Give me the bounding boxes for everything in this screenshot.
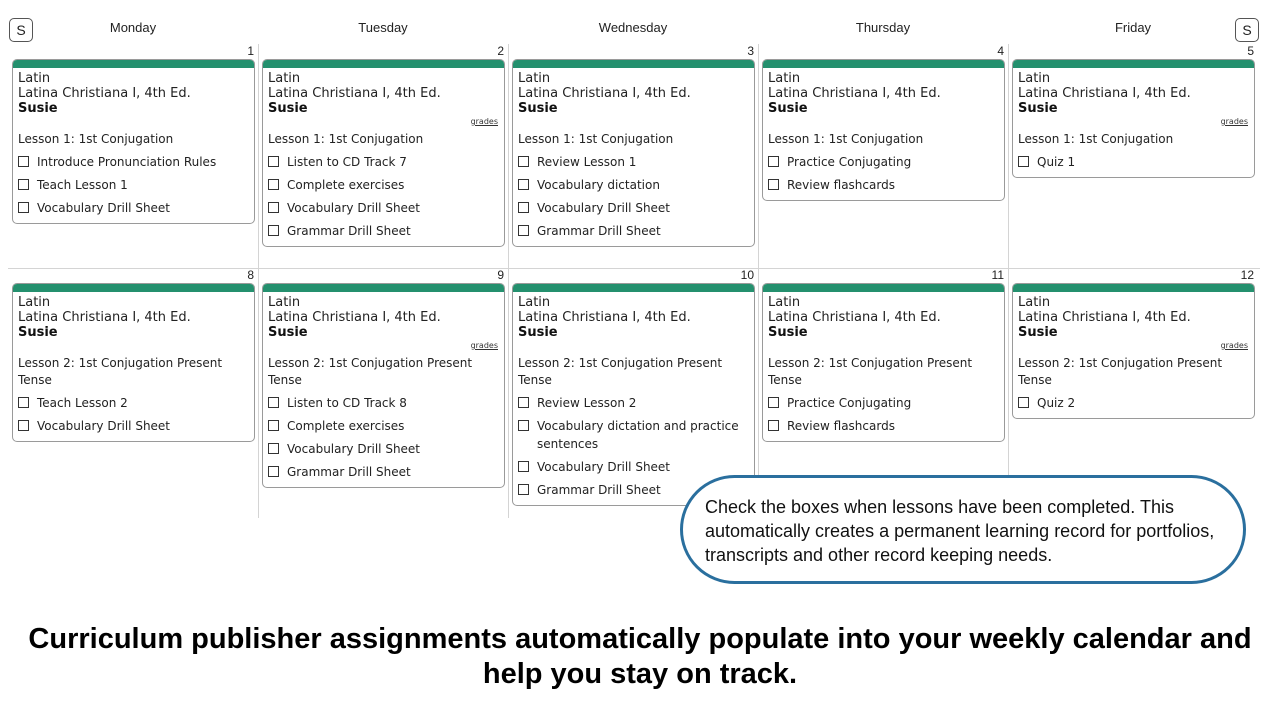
task-label: Vocabulary Drill Sheet (287, 442, 421, 456)
date-number: 12 (1240, 268, 1254, 282)
task-item[interactable] (268, 440, 499, 458)
course-name: Latina Christiana I, 4th Ed. (768, 86, 941, 101)
task-item[interactable] (18, 176, 249, 194)
task-item[interactable] (18, 417, 249, 435)
task-item[interactable] (768, 417, 999, 435)
day-header-tuesday: Tuesday (358, 20, 408, 35)
day-header-wednesday: Wednesday (598, 20, 668, 35)
task-item[interactable] (18, 394, 249, 412)
task-label: Vocabulary Drill Sheet (37, 201, 171, 215)
grades-link[interactable]: grades (1220, 341, 1248, 350)
grades-link[interactable]: grades (1220, 117, 1248, 126)
assignment-card[interactable] (512, 283, 755, 506)
task-item[interactable] (768, 176, 999, 194)
lesson-title: Lesson 1: 1st Conjugation (268, 132, 424, 146)
assignment-card[interactable] (762, 283, 1005, 442)
task-item[interactable] (1018, 153, 1249, 171)
task-item[interactable] (268, 394, 499, 412)
subject-name: Latin (18, 71, 51, 86)
date-number: 3 (747, 44, 754, 58)
day-cell (508, 268, 758, 497)
day-cell (758, 268, 1008, 492)
info-callout (680, 475, 1246, 584)
task-checkbox[interactable] (268, 466, 279, 477)
task-label: Vocabulary Drill Sheet (537, 201, 671, 215)
course-name: Latina Christiana I, 4th Ed. (268, 310, 441, 325)
task-item[interactable] (1018, 394, 1249, 412)
day-cell (1008, 268, 1258, 492)
task-checkbox[interactable] (518, 484, 529, 495)
date-number: 10 (740, 268, 754, 282)
assignment-card[interactable] (512, 59, 755, 247)
student-name: Susie (1018, 101, 1058, 116)
course-name: Latina Christiana I, 4th Ed. (18, 310, 191, 325)
subject-color-bar (13, 284, 254, 292)
lesson-title: Lesson 1: 1st Conjugation (18, 132, 174, 146)
task-checkbox[interactable] (18, 420, 29, 431)
card-body (513, 292, 754, 505)
student-name: Susie (768, 325, 808, 340)
task-checkbox[interactable] (1018, 397, 1029, 408)
page-caption: Curriculum publisher assignments automatically populate into your weekly calendar and help you stay on track. (28, 623, 1252, 690)
task-label: Complete exercises (287, 178, 405, 192)
student-name: Susie (1018, 325, 1058, 340)
lesson-title: Lesson 2: 1st Conjugation Present Tense (18, 356, 223, 387)
student-name: Susie (268, 101, 308, 116)
lesson-title: Lesson 2: 1st Conjugation Present Tense (518, 356, 723, 387)
date-number: 5 (1247, 44, 1254, 58)
task-label: Teach Lesson 2 (37, 396, 128, 410)
course-name: Latina Christiana I, 4th Ed. (768, 310, 941, 325)
task-label: Grammar Drill Sheet (537, 224, 661, 238)
lesson-title: Lesson 1: 1st Conjugation (518, 132, 674, 146)
task-checkbox[interactable] (268, 179, 279, 190)
date-number: 8 (247, 268, 254, 282)
task-item[interactable] (518, 176, 749, 194)
task-item[interactable] (268, 222, 499, 240)
lesson-title: Lesson 2: 1st Conjugation Present Tense (1018, 356, 1223, 387)
task-item[interactable] (268, 463, 499, 481)
grades-link[interactable]: grades (470, 117, 498, 126)
task-checkbox[interactable] (768, 397, 779, 408)
card-body (763, 292, 1004, 441)
task-item[interactable] (518, 199, 749, 217)
task-label: Grammar Drill Sheet (287, 224, 411, 238)
card-body (13, 292, 254, 441)
task-checkbox[interactable] (518, 225, 529, 236)
task-checkbox[interactable] (518, 156, 529, 167)
day-cell (258, 44, 508, 268)
subject-name: Latin (768, 295, 801, 310)
task-label: Vocabulary dictation and practice sentences (537, 419, 739, 451)
assignment-card[interactable] (1012, 283, 1255, 419)
day-cell (1008, 44, 1258, 268)
task-checkbox[interactable] (518, 461, 529, 472)
day-header-monday: Monday (109, 20, 157, 35)
date-number: 9 (497, 268, 504, 282)
lesson-title: Lesson 1: 1st Conjugation (1018, 132, 1174, 146)
student-name: Susie (518, 325, 558, 340)
subject-color-bar (263, 284, 504, 292)
task-label: Complete exercises (287, 419, 405, 433)
task-label: Listen to CD Track 7 (287, 155, 407, 169)
task-checkbox[interactable] (518, 202, 529, 213)
task-item[interactable] (518, 417, 749, 453)
assignment-card[interactable] (1012, 59, 1255, 178)
task-checkbox[interactable] (768, 420, 779, 431)
date-number: 1 (247, 44, 254, 58)
assignment-card[interactable] (262, 283, 505, 488)
day-cell (258, 268, 508, 492)
student-name: Susie (18, 325, 58, 340)
card-body (1013, 292, 1254, 418)
callout-text: Check the boxes when lessons have been completed. This automatically creates a permanent learning record for portfolios, transcripts and other record keeping needs. (705, 497, 1215, 565)
subject-color-bar (13, 60, 254, 68)
task-item[interactable] (268, 153, 499, 171)
subject-color-bar (513, 284, 754, 292)
task-checkbox[interactable] (518, 179, 529, 190)
course-name: Latina Christiana I, 4th Ed. (1018, 86, 1191, 101)
task-checkbox[interactable] (768, 156, 779, 167)
course-name: Latina Christiana I, 4th Ed. (518, 310, 691, 325)
task-checkbox[interactable] (18, 202, 29, 213)
grades-link[interactable]: grades (470, 341, 498, 350)
lesson-title: Lesson 2: 1st Conjugation Present Tense (268, 356, 473, 387)
task-item[interactable] (518, 222, 749, 240)
subject-name: Latin (1018, 71, 1051, 86)
task-item[interactable] (768, 394, 999, 412)
day-header-friday: Friday (1114, 20, 1152, 35)
assignment-card[interactable] (262, 59, 505, 247)
card-body (263, 292, 504, 487)
task-item[interactable] (768, 153, 999, 171)
day-cell (8, 268, 258, 492)
subject-name: Latin (518, 71, 551, 86)
subject-name: Latin (268, 71, 301, 86)
task-checkbox[interactable] (268, 225, 279, 236)
course-name: Latina Christiana I, 4th Ed. (18, 86, 191, 101)
lesson-title: Lesson 2: 1st Conjugation Present Tense (768, 356, 973, 387)
course-name: Latina Christiana I, 4th Ed. (518, 86, 691, 101)
task-checkbox[interactable] (18, 397, 29, 408)
subject-color-bar (763, 284, 1004, 292)
task-label: Vocabulary dictation (537, 178, 660, 192)
task-checkbox[interactable] (268, 397, 279, 408)
task-label: Practice Conjugating (787, 396, 912, 410)
course-name: Latina Christiana I, 4th Ed. (1018, 310, 1191, 325)
task-label: Practice Conjugating (787, 155, 912, 169)
task-label: Review Lesson 2 (537, 396, 637, 410)
date-number: 2 (497, 44, 504, 58)
day-cell (758, 44, 1008, 268)
prev-week-button[interactable]: S (9, 18, 33, 42)
next-week-button[interactable]: S (1235, 18, 1259, 42)
card-body (1013, 68, 1254, 177)
subject-name: Latin (1018, 295, 1051, 310)
day-cell (8, 44, 258, 268)
task-item[interactable] (518, 153, 749, 171)
subject-color-bar (1013, 60, 1254, 68)
date-number: 4 (997, 44, 1004, 58)
task-item[interactable] (518, 394, 749, 412)
task-item[interactable] (18, 199, 249, 217)
task-label: Grammar Drill Sheet (287, 465, 411, 479)
subject-color-bar (1013, 284, 1254, 292)
task-label: Grammar Drill Sheet (537, 483, 661, 497)
subject-name: Latin (768, 71, 801, 86)
task-label: Vocabulary Drill Sheet (37, 419, 171, 433)
assignment-card[interactable] (762, 59, 1005, 201)
task-label: Quiz 2 (1037, 396, 1076, 410)
task-label: Vocabulary Drill Sheet (287, 201, 421, 215)
assignment-card[interactable] (12, 283, 255, 442)
subject-color-bar (513, 60, 754, 68)
task-item[interactable] (518, 458, 749, 476)
student-name: Susie (768, 101, 808, 116)
task-item[interactable] (268, 176, 499, 194)
card-body (263, 68, 504, 246)
task-label: Listen to CD Track 8 (287, 396, 407, 410)
task-checkbox[interactable] (18, 156, 29, 167)
student-name: Susie (268, 325, 308, 340)
assignment-card[interactable] (12, 59, 255, 224)
task-checkbox[interactable] (768, 179, 779, 190)
task-checkbox[interactable] (518, 397, 529, 408)
task-checkbox[interactable] (1018, 156, 1029, 167)
student-name: Susie (18, 101, 58, 116)
lesson-title: Lesson 1: 1st Conjugation (768, 132, 924, 146)
task-checkbox[interactable] (268, 202, 279, 213)
task-label: Introduce Pronunciation Rules (37, 155, 217, 169)
subject-name: Latin (268, 295, 301, 310)
task-checkbox[interactable] (268, 156, 279, 167)
subject-color-bar (263, 60, 504, 68)
task-label: Review flashcards (787, 178, 895, 192)
task-label: Vocabulary Drill Sheet (537, 460, 671, 474)
subject-color-bar (763, 60, 1004, 68)
task-label: Review flashcards (787, 419, 895, 433)
course-name: Latina Christiana I, 4th Ed. (268, 86, 441, 101)
card-body (513, 68, 754, 246)
card-body (763, 68, 1004, 200)
task-item[interactable] (268, 417, 499, 435)
subject-name: Latin (18, 295, 51, 310)
card-body (13, 68, 254, 223)
task-checkbox[interactable] (18, 179, 29, 190)
day-cell (508, 44, 758, 268)
task-checkbox[interactable] (268, 443, 279, 454)
day-header-thursday: Thursday (855, 20, 911, 35)
subject-name: Latin (518, 295, 551, 310)
task-label: Review Lesson 1 (537, 155, 637, 169)
task-item[interactable] (18, 153, 249, 171)
date-number: 11 (991, 268, 1004, 282)
task-checkbox[interactable] (268, 420, 279, 431)
task-item[interactable] (268, 199, 499, 217)
task-label: Teach Lesson 1 (37, 178, 128, 192)
task-label: Quiz 1 (1037, 155, 1076, 169)
task-checkbox[interactable] (518, 420, 529, 431)
student-name: Susie (518, 101, 558, 116)
